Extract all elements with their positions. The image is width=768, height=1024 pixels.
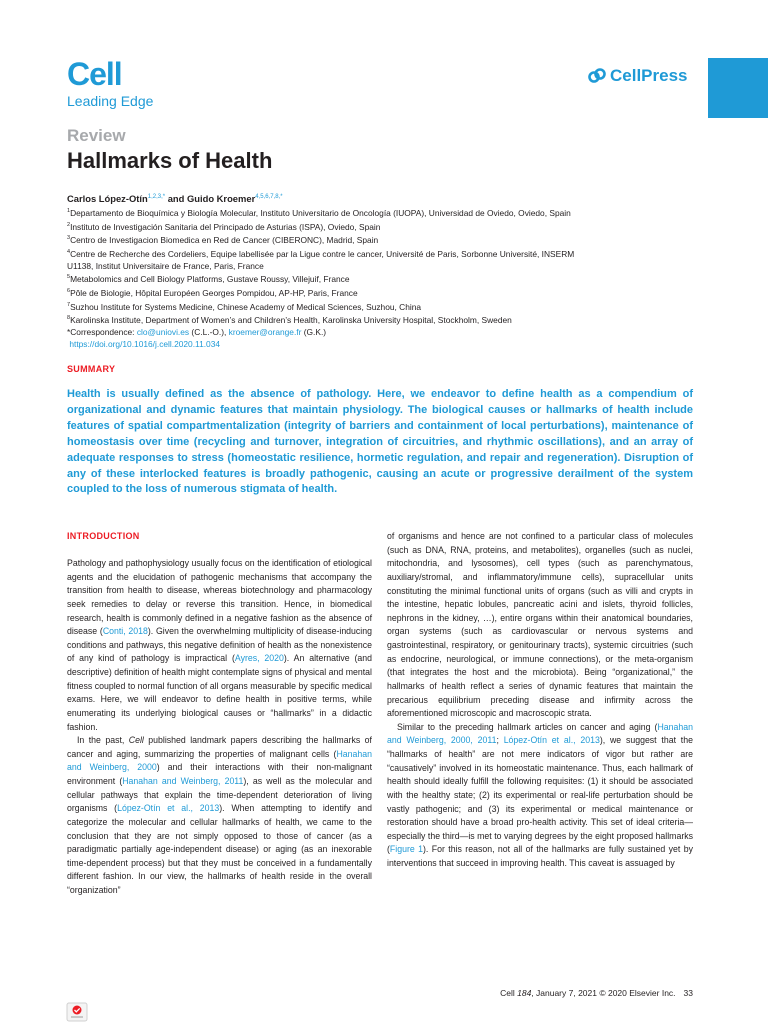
- page-number: 33: [683, 988, 693, 998]
- header-color-tab: [708, 58, 768, 118]
- paragraph-text: In the past,: [77, 735, 129, 746]
- journal-name: Cell: [67, 56, 122, 92]
- article-title: Hallmarks of Health: [67, 148, 273, 173]
- email-owner: (C.L.-O.),: [189, 326, 229, 337]
- affiliation-number: 8: [67, 315, 71, 322]
- affiliation-number: 3: [67, 235, 71, 242]
- introduction-heading: INTRODUCTION: [67, 531, 140, 541]
- publisher-logo[interactable]: [588, 66, 688, 86]
- summary-text: Health is usually defined as the absence of pathology. Here, we endeavor to define health as a compendium of organizational and dynamic features that maintain physiology. The biological causes or hallmarks of health include features of spatial compartmentalization (integrity of barriers and containment of local perturbations), maintenance of homeostasis over time (recycling and turnover, integration of circuitries, and rhythmic oscillations), and an array of adequate responses to stress (homeostatic resilience, hormetic regulation, and repair and regeneration). Disruption of any of these interlocked features is broadly pathogenic, causing an acute or progressive derailment of the system coupled to the loss of numerous stigmata of health.: [67, 388, 693, 496]
- affiliation-line: [67, 272, 707, 286]
- paragraph-text: ) and their interactions with their non-malignant environment (: [67, 762, 372, 786]
- footer-volume: 184: [517, 988, 532, 998]
- email-link[interactable]: clo@uniovi.es: [136, 326, 190, 337]
- check-for-updates-icon[interactable]: [66, 1002, 88, 1022]
- affiliation-list: [67, 206, 707, 327]
- affiliation-text: Pôle de Biologie, Hôpital Européen Georges Pompidou, AP-HP, Paris, France: [70, 287, 358, 298]
- citation-link[interactable]: López-Otín et al., 2013: [117, 803, 220, 814]
- author-affiliation-sup[interactable]: 4,5,6,7,8,*: [255, 193, 283, 200]
- affiliation-text: Karolinska Institute, Department of Women’s and Children’s Health, Karolinska University Hospital, Stockholm, Sweden: [70, 315, 512, 326]
- affiliations: [67, 206, 707, 351]
- paragraph-text: ), we suggest that the “hallmarks of health” are not mere indicators of vigor but rather are “causatively” involved in its homeostatic maintenance. Thus, each hallmark of health should ideally fulfill the following requisites: (1) it should be associated with the healthy state; (2) its experimental or real-life perturbation should be vastly pathogenic; and (3) its experimental or medical maintenance or restoration should have a broad pro-health activity. This set of ideal criteria—especially the third—is met to varying degrees by the eight proposed hallmarks (: [387, 735, 693, 855]
- affiliation-text: Departamento de Bioquímica y Biología Molecular, Instituto Universitario de Oncología (IUOPA), Universidad de Oviedo, Oviedo, Spain: [70, 207, 571, 218]
- affiliation-line: [67, 206, 707, 220]
- affiliation-line: [67, 261, 707, 273]
- paragraph: [67, 734, 372, 898]
- footer-citation: , January 7, 2021 © 2020 Elsevier Inc.: [531, 988, 676, 998]
- affiliation-number: 7: [67, 301, 71, 308]
- citation-link[interactable]: Ayres, 2020: [234, 653, 284, 664]
- affiliation-text: Centro de Investigacion Biomedica en Red de Cancer (CIBERONC), Madrid, Spain: [70, 235, 379, 246]
- journal-name-inline: Cell: [128, 735, 144, 746]
- affiliation-number: 6: [67, 288, 71, 295]
- paragraph: [387, 530, 693, 721]
- author-name[interactable]: Carlos López-Otín: [67, 193, 148, 204]
- author-name[interactable]: Guido Kroemer: [186, 193, 256, 204]
- journal-section: Leading Edge: [67, 93, 154, 109]
- article-type: Review: [67, 126, 126, 145]
- author-affiliation-sup[interactable]: 1,2,3,*: [147, 193, 166, 200]
- summary-heading: SUMMARY: [67, 364, 116, 374]
- paragraph-text: published landmark papers describing the hallmarks of cancer and aging, summarizing the properties of malignant cells (: [67, 735, 372, 759]
- citation-link[interactable]: López-Otín et al., 2013: [503, 735, 600, 746]
- paragraph-text: ). An alternative (and descriptive) definition of health might contemplate signs of physical and mental fitness coupled to normal function of all organs measurable by specific medical exams. Here, we will endeavor to define health in positive terms, while enumerating its underlying biological causes or “hallmarks” in a didactic fashion.: [67, 653, 372, 732]
- affiliation-line: [67, 300, 707, 314]
- email-owner: (G.K.): [301, 326, 327, 337]
- affiliation-line: [67, 247, 707, 261]
- paragraph-text: ). When attempting to identify and categorize the molecular and cellular hallmarks of health, we came to the conclusion that they are not simply opposed to those of cancer (as a paradigmatic partially age-independent disease) or aging (as an inexorable time-dependent process) but that they must be conceived in a fundamentally different fashion. In our view, the hallmarks of health reside in the overall “organization”: [67, 803, 372, 895]
- citation-link[interactable]: Figure 1: [389, 844, 423, 855]
- citation-link[interactable]: Hanahan and Weinberg, 2011: [122, 776, 244, 786]
- paragraph-text: ;: [496, 735, 504, 746]
- affiliation-number: 5: [67, 274, 71, 281]
- text-column-right: [387, 530, 693, 871]
- affiliation-text: Instituto de Investigación Sanitaria del Principado de Asturias (ISPA), Oviedo, Spain: [70, 221, 381, 232]
- paragraph-text: ). Given the overwhelming multiplicity of disease-inducing conditions and pathways, this negative definition of health as the nonexistence of any kind of pathology is impractical (: [67, 626, 372, 664]
- affiliation-number: 2: [67, 221, 71, 228]
- page-footer: [400, 988, 693, 998]
- paragraph: [67, 557, 372, 734]
- text-column-left: [67, 557, 372, 898]
- doi: [67, 339, 707, 351]
- paragraph-text: Similar to the preceding hallmark articles on cancer and aging (: [397, 721, 658, 732]
- affiliation-text: Centre de Recherche des Cordeliers, Equipe labellisée par la Ligue contre le cancer, Université de Paris, Sorbonne Université, INSERM: [70, 248, 575, 259]
- citation-link[interactable]: Hanahan and Weinberg, 2000: [67, 748, 372, 773]
- paragraph: [387, 721, 693, 871]
- paragraph-text: Pathology and pathophysiology usually focus on the identification of etiological agents and the elucidation of pathogenic mechanisms that accompany the transition from health to disease, whereas biotechnology and pharmacology seek remedies to delay or reverse this transition. Hence, in biomedical research, health is commonly defined in a negative fashion as the absence of disease (: [67, 558, 372, 637]
- citation-link[interactable]: Conti, 2018: [102, 626, 148, 637]
- affiliation-line: [67, 286, 707, 300]
- affiliation-text: U1138, Institut Universitaire de France, Paris, France: [67, 260, 264, 271]
- paragraph-text: of organisms and hence are not confined to a particular class of molecules (such as DNA, RNA, proteins, and metabolites), organelles (such as nuclei, mitochondria, and lysosomes), cell types (such as parenchymatous, auxiliary/stromal, and inflammatory/immune cells), supracellular units constituting the minimal functional units of organs (such as villi and crypts in the intestine, hepatic lobules, pancreatic acini and islets, thyroid follicles, nephrons in the kidney, …), entire organs within their anatomical boundaries, organ systems (such as cardiovascular or nervous systems and gastrointestinal, respiratory, or genitourinary tracts), systemic circuitries (such as endocrine, neurological, or immune connections), or the meta-organism (that integrates the host and the microbiota). Being “organizational,” the hallmarks of health reflect a series of dynamic features that maintain the precarious equilibrium preceding disease and infirmity across the aforementioned microscopic and macroscopic strata.: [387, 531, 693, 719]
- correspondence-label: *Correspondence:: [67, 326, 137, 337]
- affiliation-text: Suzhou Institute for Systems Medicine, Chinese Academy of Medical Sciences, Suzhou, China: [70, 301, 422, 312]
- affiliation-line: [67, 233, 707, 247]
- affiliation-line: [67, 220, 707, 234]
- paragraph-text: ), as well as the molecular and cellular pathways that explain the time-dependent deterioration of living organisms (: [67, 776, 372, 814]
- email-link[interactable]: kroemer@orange.fr: [228, 326, 302, 337]
- author-conjunction: and: [165, 193, 187, 204]
- affiliation-text: Metabolomics and Cell Biology Platforms, Gustave Roussy, Villejuif, France: [70, 274, 350, 285]
- cellpress-icon: [588, 68, 606, 84]
- affiliation-number: 4: [67, 248, 71, 255]
- footer-citation-prefix: Cell: [500, 988, 518, 998]
- affiliation-line: [67, 313, 707, 327]
- correspondence: [67, 327, 707, 339]
- affiliation-number: 1: [67, 208, 71, 214]
- publisher-name: CellPress: [610, 66, 688, 85]
- paragraph-text: ). For this reason, not all of the hallmarks are fully sustained yet by interventions that succeed in improving health. This caveat is assuaged by: [387, 844, 693, 868]
- author-list: [67, 193, 283, 204]
- doi-link[interactable]: https://doi.org/10.1016/j.cell.2020.11.034: [69, 338, 221, 349]
- citation-link[interactable]: Hanahan and Weinberg, 2000, 2011: [387, 721, 693, 746]
